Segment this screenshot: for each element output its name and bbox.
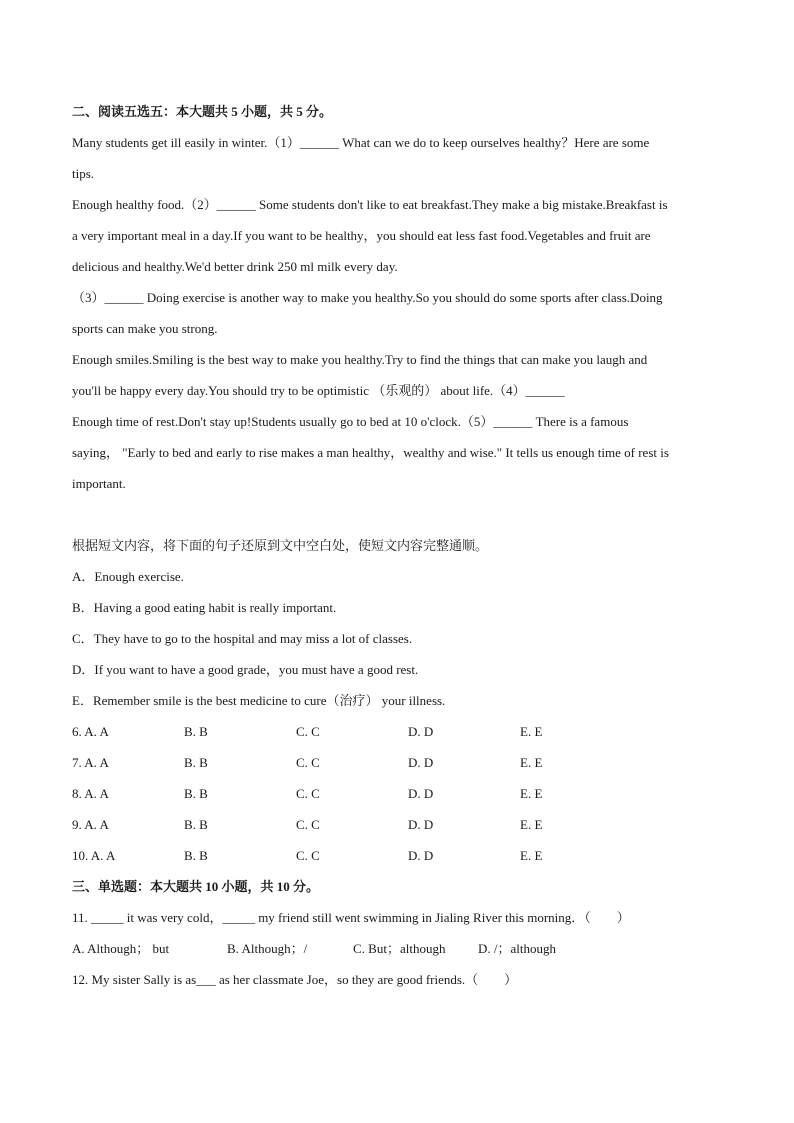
choice-item: B．Having a good eating habit is really important. — [72, 600, 337, 615]
answer-option: B. B — [184, 755, 208, 770]
answer-option: 7. A. A — [72, 755, 109, 770]
answer-row — [72, 747, 722, 778]
passage-line: delicious and healthy.We'd better drink 250 ml milk every day. — [72, 259, 398, 274]
answer-option: C. C — [296, 848, 320, 863]
answer-option: D. D — [408, 755, 434, 770]
passage-line: Enough healthy food.（2）______ Some students don't like to eat breakfast.They make a big mistake.Breakfast is — [72, 197, 668, 212]
mc-option: B. Although；/ — [227, 941, 308, 956]
answer-option: 10. A. A — [72, 848, 116, 863]
question-12-stem: 12. My sister Sally is as___ as her classmate Joe，so they are good friends.（ ） — [72, 972, 518, 987]
mc-option: C. But；although — [353, 941, 446, 956]
passage-line: important. — [72, 476, 126, 491]
question-11-options — [72, 933, 722, 964]
choice-list — [72, 561, 722, 716]
section-2-heading: 二、阅读五选五：本大题共 5 小题，共 5 分。 — [72, 104, 333, 119]
spacer — [72, 499, 722, 530]
choice-item: C．They have to go to the hospital and may miss a lot of classes. — [72, 631, 413, 646]
answer-option: B. B — [184, 786, 208, 801]
mc-option: A. Although； but — [72, 941, 170, 956]
answer-option: E. E — [520, 755, 543, 770]
passage-line: you'll be happy every day.You should try to be optimistic （乐观的） about life.（4）______ — [72, 383, 565, 398]
answer-option: B. B — [184, 817, 208, 832]
answer-option: E. E — [520, 724, 543, 739]
choice-item: E．Remember smile is the best medicine to cure（治疗） your illness. — [72, 693, 446, 708]
answer-option: E. E — [520, 848, 543, 863]
question-11-stem: 11. _____ it was very cold，_____ my friend still went swimming in Jialing River this morning．（ ） — [72, 910, 630, 925]
passage-line: Many students get ill easily in winter.（1）______ What can we do to keep ourselves healthy？Here are some — [72, 135, 650, 150]
passage-line: Enough smiles.Smiling is the best way to make you healthy.Try to find the things that can make you laugh and — [72, 352, 648, 367]
answer-option: 9. A. A — [72, 817, 109, 832]
answer-option: 6. A. A — [72, 724, 109, 739]
answer-option: B. B — [184, 848, 208, 863]
passage-line: Enough time of rest.Don't stay up!Students usually go to bed at 10 o'clock.（5）______ There is a famous — [72, 414, 629, 429]
answer-row — [72, 716, 722, 747]
answer-option: B. B — [184, 724, 208, 739]
choice-item: D．If you want to have a good grade，you must have a good rest. — [72, 662, 419, 677]
answer-option: E. E — [520, 786, 543, 801]
answer-options-table — [72, 716, 722, 871]
answer-option: 8. A. A — [72, 786, 109, 801]
answer-row — [72, 778, 722, 809]
reading-passage — [72, 127, 722, 499]
passage-line: （3）______ Doing exercise is another way to make you healthy.So you should do some sports after class.Doing — [72, 290, 663, 305]
passage-line: saying， "Early to bed and early to rise makes a man healthy，wealthy and wise." It tells us enough time of rest is — [72, 445, 669, 460]
instruction-text: 根据短文内容，将下面的句子还原到文中空白处，使短文内容完整通顺。 — [72, 538, 489, 553]
section-3-heading: 三、单选题：本大题共 10 小题，共 10 分。 — [72, 879, 320, 894]
answer-option: E. E — [520, 817, 543, 832]
passage-line: tips. — [72, 166, 95, 181]
answer-option: D. D — [408, 817, 434, 832]
answer-option: C. C — [296, 755, 320, 770]
mc-option: D. /；although — [478, 941, 556, 956]
document-page — [72, 96, 722, 995]
answer-option: D. D — [408, 724, 434, 739]
answer-option: C. C — [296, 786, 320, 801]
answer-option: C. C — [296, 817, 320, 832]
passage-line: sports can make you strong. — [72, 321, 218, 336]
passage-line: a very important meal in a day.If you want to be healthy，you should eat less fast food.Vegetables and fruit are — [72, 228, 651, 243]
answer-option: D. D — [408, 848, 434, 863]
answer-option: D. D — [408, 786, 434, 801]
answer-row — [72, 840, 722, 871]
choice-item: A．Enough exercise. — [72, 569, 184, 584]
answer-option: C. C — [296, 724, 320, 739]
answer-row — [72, 809, 722, 840]
